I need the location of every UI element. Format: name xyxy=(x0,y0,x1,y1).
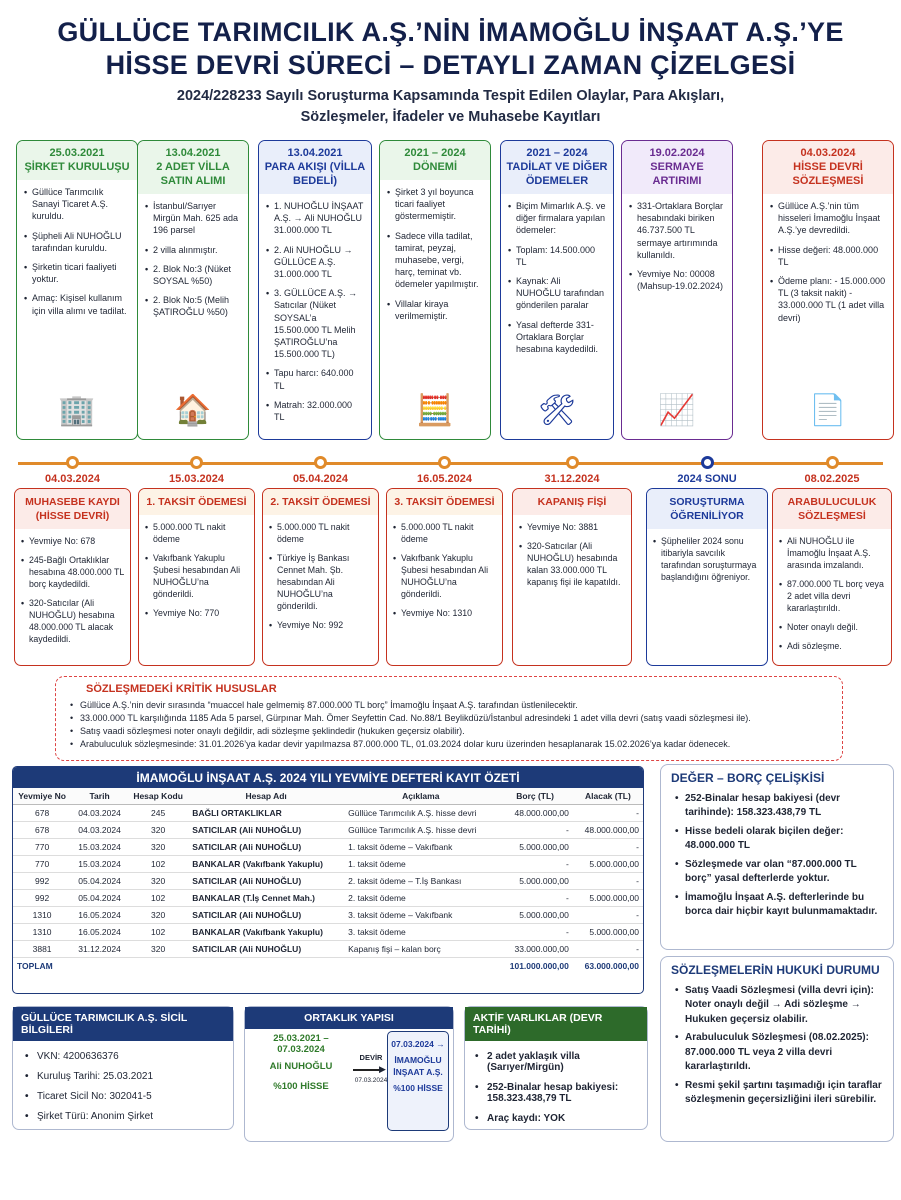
event-item: • Yasal defterde 331-Ortaklara Borçlar hesabına kaydedildi. xyxy=(508,319,606,356)
table-row xyxy=(13,907,643,924)
top-event-header xyxy=(259,141,371,194)
legal-status-item: • Arabuluculuk Sözleşmesi (08.02.2025): 87.000.000 TL veya 2 villa devri kararlaştırıldı. xyxy=(675,1031,883,1075)
event-date: 2021 – 2024 xyxy=(526,147,588,159)
event-item: • Adi sözleşme. xyxy=(779,640,885,652)
ledger-total-credit: 63.000.000,00 xyxy=(584,961,639,971)
registry-value: 25.03.2021 xyxy=(102,1071,154,1082)
top-event-header xyxy=(380,141,490,180)
timeline-date: 05.04.2024 xyxy=(292,473,349,485)
top-event-panel xyxy=(621,140,733,440)
event-item: • 87.000.000 TL borç veya 2 adet villa devri kararlaştırıldı. xyxy=(779,578,885,614)
event-date: 2021 – 2024 xyxy=(404,147,466,159)
ledger-cell: 678 xyxy=(13,822,71,839)
ledger-cell: 320 xyxy=(128,839,188,856)
bottom-event-panel xyxy=(14,488,131,666)
ledger-cell: 320 xyxy=(128,907,188,924)
ledger-cell: - xyxy=(573,873,643,890)
ledger-table xyxy=(13,788,643,974)
ledger-cell: 04.03.2024 xyxy=(71,805,128,822)
ledger-cell: SATICILAR (Ali NUHOĞLU) xyxy=(188,839,344,856)
ledger-header-cell: Hesap Adı xyxy=(188,788,344,805)
partnership-title: ORTAKLIK YAPISI xyxy=(245,1007,453,1029)
timeline-date: 04.03.2024 xyxy=(44,473,101,485)
registry-key: Ticaret Sicil No: xyxy=(37,1091,107,1102)
ledger-cell: - xyxy=(573,839,643,856)
assets-panel xyxy=(464,1006,648,1130)
house-icon: 🏠 xyxy=(174,393,212,427)
event-date: 13.04.2021 xyxy=(287,147,343,159)
ledger-cell: 04.03.2024 xyxy=(71,822,128,839)
table-row xyxy=(13,805,643,822)
event-item: • Yevmiye No: 3881 xyxy=(519,521,625,533)
ledger-cell: 1. taksit ödeme – Vakıfbank xyxy=(344,839,497,856)
event-date: 19.02.2024 xyxy=(649,147,705,159)
event-item: • 2. Ali NUHOĞLU → GÜLLÜCE A.Ş. 31.000.000 TL xyxy=(266,244,364,281)
registry-key: Şirket Türü: xyxy=(37,1111,89,1122)
critical-point: • 33.000.000 TL karşılığında 1185 Ada 5 parsel, Gürpınar Mah. Ömer Seyfettin Cad. No.88/1 Beylikdüzü/İstanbul adresindeki 1 adet villa devri (satış vaadi sözleşmesi ile). xyxy=(70,712,828,725)
ledger-cell: 320 xyxy=(128,873,188,890)
event-item: • Biçim Mimarlık A.Ş. ve diğer firmalara yapılan ödemeler: xyxy=(508,200,606,237)
ledger-table-panel xyxy=(12,766,644,994)
bottom-event-panel xyxy=(772,488,892,666)
partner-left-name: Ali NUHOĞLU xyxy=(269,1061,333,1072)
ledger-cell: 770 xyxy=(13,856,71,873)
timeline-dot xyxy=(314,456,327,469)
ledger-cell: 5.000.000,00 xyxy=(573,924,643,941)
bottom-event-panel xyxy=(138,488,255,666)
registry-value: 4200636376 xyxy=(63,1051,119,1062)
ledger-cell: BANKALAR (Vakıfbank Yakuplu) xyxy=(188,856,344,873)
event-item: • 2. Blok No:3 (Nüket SOYSAL %50) xyxy=(145,263,241,287)
event-item: • 2 villa alınmıştır. xyxy=(145,244,241,256)
ledger-cell: 992 xyxy=(13,890,71,907)
ledger-cell: BAĞLI ORTAKLIKLAR xyxy=(188,805,344,822)
timeline-dot xyxy=(826,456,839,469)
top-event-panel xyxy=(137,140,249,440)
value-debt-item: • İmamoğlu İnşaat A.Ş. defterlerinde bu borca dair hiçbir kayıt bulunmamaktadır. xyxy=(675,891,883,920)
timeline-date: 15.03.2024 xyxy=(168,473,225,485)
registry-item xyxy=(25,1091,223,1102)
ledger-header-cell: Borç (TL) xyxy=(497,788,572,805)
event-item: • 5.000.000 TL nakit ödeme xyxy=(269,521,372,545)
top-event-header xyxy=(622,141,732,194)
table-row xyxy=(13,822,643,839)
ledger-cell: 320 xyxy=(128,822,188,839)
timeline-dot xyxy=(566,456,579,469)
timeline-date: 2024 SONU xyxy=(677,473,737,485)
ledger-cell: 102 xyxy=(128,924,188,941)
ledger-cell: 31.12.2024 xyxy=(71,941,128,958)
bottom-event-panel xyxy=(512,488,632,666)
building-icon: 🏢 xyxy=(58,393,96,427)
ledger-header-cell: Açıklama xyxy=(344,788,497,805)
asset-item: • 2 adet yaklaşık villa (Sarıyer/Mirgün) xyxy=(475,1051,639,1073)
ledger-header-cell: Hesap Kodu xyxy=(128,788,188,805)
ledger-cell: 102 xyxy=(128,856,188,873)
table-row xyxy=(13,890,643,907)
value-debt-item: • 252-Binalar hesap bakiyesi (devr tarihinde): 158.323.438,79 TL xyxy=(675,792,883,821)
event-item: • 320-Satıcılar (Ali NUHOĞLU) hesabına 48.000.000 TL alacak kaydedildi. xyxy=(21,597,124,645)
ledger-cell: - xyxy=(573,941,643,958)
event-item: • Ödeme planı: - 15.000.000 TL (3 taksit nakit) - 33.000.000 TL (1 adet villa devri) xyxy=(770,275,886,324)
value-debt-title: DEĞER – BORÇ ÇELİŞKİSİ xyxy=(671,771,825,785)
registry-item xyxy=(25,1071,223,1082)
event-item: • Türkiye İş Bankası Cennet Mah. Şb. hesabından Ali NUHOĞLU’na gönderildi. xyxy=(269,552,372,612)
ledger-cell: 5.000.000,00 xyxy=(497,839,572,856)
ledger-cell: - xyxy=(497,856,572,873)
top-event-header xyxy=(138,141,248,194)
event-title: HİSSE DEVRİ SÖZLEŞMESİ xyxy=(792,161,864,187)
transfer-date: 07.03.2024 xyxy=(354,1077,388,1084)
ledger-cell: 320 xyxy=(128,941,188,958)
page-subtitle-line2: Sözleşmeler, İfadeler ve Muhasebe Kayıtları xyxy=(300,109,601,125)
bottom-event-title: 1. TAKSİT ÖDEMESİ xyxy=(139,489,254,515)
ledger-cell: 102 xyxy=(128,890,188,907)
event-item: • 5.000.000 TL nakit ödeme xyxy=(393,521,496,545)
event-item: • Noter onaylı değil. xyxy=(779,621,885,633)
event-item: • Vakıfbank Yakuplu Şubesi hesabından Ali NUHOĞLU’na gönderildi. xyxy=(145,552,248,600)
ledger-cell: 16.05.2024 xyxy=(71,907,128,924)
top-event-header xyxy=(17,141,137,180)
ledger-cell: Güllüce Tarımcılık A.Ş. hisse devri xyxy=(344,805,497,822)
ledger-cell: SATICILAR (Ali NUHOĞLU) xyxy=(188,873,344,890)
ledger-cell: SATICILAR (Ali NUHOĞLU) xyxy=(188,822,344,839)
ledger-cell: 992 xyxy=(13,873,71,890)
ledger-cell: - xyxy=(573,907,643,924)
critical-point: • Arabuluculuk sözleşmesinde: 31.01.2026’ya kadar devir yapılmazsa 87.000.000 TL, 01.03.2024 dolar kuru üzerinden hesaplanarak 15.02.2026’ya kadar ödenecek. xyxy=(70,738,828,751)
table-row xyxy=(13,924,643,941)
asset-item: • Araç kaydı: YOK xyxy=(475,1113,639,1124)
event-item: • Şüpheliler 2024 sonu itibariyla savcılık tarafından soruşturmaya başlandığını öğreniyor. xyxy=(653,535,761,583)
top-event-panel xyxy=(762,140,894,440)
ledger-cell: BANKALAR (T.İş Cennet Mah.) xyxy=(188,890,344,907)
top-event-header xyxy=(501,141,613,194)
timeline-dot xyxy=(66,456,79,469)
event-item: • Amaç: Kişisel kullanım için villa alımı ve tadilat. xyxy=(24,292,130,316)
ledger-cell: 3881 xyxy=(13,941,71,958)
calculator-icon: 🧮 xyxy=(416,393,454,427)
event-item: • Yevmiye No: 1310 xyxy=(393,607,496,619)
top-event-header xyxy=(763,141,893,194)
bottom-event-panel xyxy=(386,488,503,666)
bottom-event-title: 3. TAKSİT ÖDEMESİ xyxy=(387,489,502,515)
ledger-cell: Kapanış fişi – kalan borç xyxy=(344,941,497,958)
ledger-cell: 5.000.000,00 xyxy=(573,890,643,907)
event-item: • 5.000.000 TL nakit ödeme xyxy=(145,521,248,545)
event-item: • Güllüce Tarımcılık Sanayi Ticaret A.Ş. kuruldu. xyxy=(24,186,130,223)
event-title: TADİLAT VE DİĞER ÖDEMELER xyxy=(506,161,608,187)
ledger-cell: 15.03.2024 xyxy=(71,839,128,856)
ledger-cell: 33.000.000,00 xyxy=(497,941,572,958)
event-title: 2 ADET VİLLA SATIN ALIMI xyxy=(156,161,230,187)
bottom-event-title: MUHASEBE KAYDI (HİSSE DEVRİ) xyxy=(15,489,130,529)
critical-point: • Satış vaadi sözleşmesi noter onaylı değildir, adi sözleşme şeklindedir (hukuken geçersiz olabilir). xyxy=(70,725,828,738)
value-debt-panel xyxy=(660,764,894,950)
ledger-cell: 5.000.000,00 xyxy=(497,873,572,890)
critical-points-title: SÖZLEŞMEDEKİ KRİTİK HUSUSLAR xyxy=(86,683,277,695)
event-item: • Yevmiye No: 678 xyxy=(21,535,124,547)
event-date: 13.04.2021 xyxy=(165,147,221,159)
ledger-total-row xyxy=(13,958,643,975)
ledger-cell: 15.03.2024 xyxy=(71,856,128,873)
event-item: • Yevmiye No: 992 xyxy=(269,619,372,631)
table-row xyxy=(13,873,643,890)
ledger-cell: 2. taksit ödeme – T.İş Bankası xyxy=(344,873,497,890)
timeline-dot xyxy=(190,456,203,469)
registry-value: Anonim Şirket xyxy=(90,1111,153,1122)
bottom-event-title: KAPANIŞ FİŞİ xyxy=(513,489,631,515)
event-item: • Güllüce A.Ş.’nin tüm hisseleri İmamoğlu İnşaat A.Ş.’ye devredildi. xyxy=(770,200,886,237)
legal-status-title: SÖZLEŞMELERİN HUKUKİ DURUMU xyxy=(671,963,880,977)
ledger-header-cell: Alacak (TL) xyxy=(573,788,643,805)
timeline-dot xyxy=(701,456,714,469)
page-title-line1: GÜLLÜCE TARIMCILIK A.Ş.’NİN İMAMOĞLU İNŞAAT A.Ş.’YE xyxy=(57,17,844,47)
event-item: • Tapu harcı: 640.000 TL xyxy=(266,367,364,391)
event-item: • 331-Ortaklara Borçlar hesabındaki biriken 46.737.500 TL sermaye artırımında kullanıldı. xyxy=(629,200,725,261)
timeline-date: 16.05.2024 xyxy=(416,473,473,485)
event-item: • Villalar kiraya verilmemiştir. xyxy=(387,298,483,322)
page-title-line2: HİSSE DEVRİ SÜRECİ – DETAYLI ZAMAN ÇİZELGESİ xyxy=(105,50,796,80)
document-icon: 📄 xyxy=(809,393,847,427)
partner-right-share: %100 HİSSE xyxy=(393,1083,443,1093)
assets-title: AKTİF VARLIKLAR (DEVR TARİHİ) xyxy=(465,1007,647,1041)
ledger-title: İMAMOĞLU İNŞAAT A.Ş. 2024 YILI YEVMİYE DEFTERİ KAYIT ÖZETİ xyxy=(13,767,643,788)
value-debt-item: • Sözleşmede var olan “87.000.000 TL borç” yasal defterlerde yoktur. xyxy=(675,858,883,887)
event-title: DÖNEMİ xyxy=(413,161,457,173)
timeline-date: 08.02.2025 xyxy=(804,473,860,485)
event-title: SERMAYE ARTIRIMI xyxy=(650,161,704,187)
tools-icon: 🛠 xyxy=(537,393,577,427)
timeline-date: 31.12.2024 xyxy=(544,473,600,485)
ledger-cell: Güllüce Tarımcılık A.Ş. hisse devri xyxy=(344,822,497,839)
critical-point: • Güllüce A.Ş.’nin devir sırasında “muaccel hale gelmemiş 87.000.000 TL borç” İmamoğlu İnşaat A.Ş. tarafından üstlenilecektir. xyxy=(70,699,828,712)
ledger-cell: 05.04.2024 xyxy=(71,890,128,907)
event-item: • Şirket 3 yıl boyunca ticari faaliyet göstermemiştir. xyxy=(387,186,483,223)
top-event-panel xyxy=(258,140,372,440)
asset-item: • 252-Binalar hesap bakiyesi: 158.323.438,79 TL xyxy=(475,1082,639,1104)
table-row xyxy=(13,839,643,856)
table-row xyxy=(13,856,643,873)
ledger-cell: 16.05.2024 xyxy=(71,924,128,941)
event-item: • Kaynak: Ali NUHOĞLU tarafından gönderilen paralar xyxy=(508,275,606,312)
registry-key: Kuruluş Tarihi: xyxy=(37,1071,101,1082)
top-event-panel xyxy=(16,140,138,440)
chart-icon: 📈 xyxy=(658,393,696,427)
ledger-cell: SATICILAR (Ali NUHOĞLU) xyxy=(188,907,344,924)
legal-status-panel xyxy=(660,956,894,1142)
event-item: • Toplam: 14.500.000 TL xyxy=(508,244,606,268)
ledger-cell: 770 xyxy=(13,839,71,856)
ledger-cell: 245 xyxy=(128,805,188,822)
event-item: • Sadece villa tadilat, tamirat, peyzaj, muhasebe, vergi, harç, teminat vb. ödemeler yapılmıştır. xyxy=(387,230,483,291)
ledger-cell: 05.04.2024 xyxy=(71,873,128,890)
ledger-cell: - xyxy=(497,890,572,907)
event-item: • Ali NUHOĞLU ile İmamoğlu İnşaat A.Ş. arasında imzalandı. xyxy=(779,535,885,571)
ledger-cell: - xyxy=(497,822,572,839)
event-item: • Şüpheli Ali NUHOĞLU tarafından kuruldu. xyxy=(24,230,130,254)
ledger-cell: - xyxy=(497,924,572,941)
legal-status-item: • Satış Vaadi Sözleşmesi (villa devri için): Noter onaylı değil → Adi sözleşme → Hukuken geçersiz olabilir. xyxy=(675,984,883,1028)
ledger-cell: 1310 xyxy=(13,924,71,941)
partnership-panel: ORTAKLIK YAPISI 25.03.2021 – 07.03.2024 Ali NUHOĞLU %100 HİSSE DEVİR ▶ 07.03.2024 07.03.2024 → İMAMOĞLU İNŞAAT A.Ş. %100 HİSSE xyxy=(244,1006,454,1142)
partner-right-name: İMAMOĞLU İNŞAAT A.Ş. xyxy=(393,1055,443,1077)
event-item: • 320-Satıcılar (Ali NUHOĞLU) hesabında kalan 33.000.000 TL kapanış fişi ile kapatıldı. xyxy=(519,540,625,588)
registry-value: 302041-5 xyxy=(109,1091,152,1102)
event-title: ŞİRKET KURULUŞU xyxy=(24,161,130,173)
event-item: • Şirketin ticari faaliyeti yoktur. xyxy=(24,261,130,285)
table-row xyxy=(13,941,643,958)
event-item: • Yevmiye No: 770 xyxy=(145,607,248,619)
timeline-dot xyxy=(438,456,451,469)
bottom-event-title: 2. TAKSİT ÖDEMESİ xyxy=(263,489,378,515)
partner-right-date: 07.03.2024 → xyxy=(391,1039,445,1049)
ledger-header-cell: Yevmiye No xyxy=(13,788,71,805)
transfer-label: DEVİR xyxy=(359,1053,383,1062)
partner-left-share: %100 HİSSE xyxy=(273,1081,329,1092)
ledger-total-debit: 101.000.000,00 xyxy=(509,961,569,971)
event-item: • İstanbul/Sarıyer Mirgün Mah. 625 ada 196 parsel xyxy=(145,200,241,237)
ledger-cell: 48.000.000,00 xyxy=(573,822,643,839)
ledger-cell: 2. taksit ödeme xyxy=(344,890,497,907)
ledger-total-label: TOPLAM xyxy=(17,961,53,971)
bottom-event-panel xyxy=(262,488,379,666)
event-item: • Matrah: 32.000.000 TL xyxy=(266,399,364,423)
page-header xyxy=(0,0,901,128)
ledger-cell: 48.000.000,00 xyxy=(497,805,572,822)
ledger-cell: - xyxy=(573,805,643,822)
registry-item xyxy=(25,1111,223,1122)
event-title: PARA AKIŞI (VİLLA BEDELİ) xyxy=(264,161,366,187)
registry-item xyxy=(25,1051,223,1062)
registry-panel xyxy=(12,1006,234,1130)
page-subtitle-line1: 2024/228233 Sayılı Soruşturma Kapsamında Tespit Edilen Olaylar, Para Akışları, xyxy=(176,88,725,104)
ledger-cell: 5.000.000,00 xyxy=(573,856,643,873)
bottom-event-title: ARABULUCULUK SÖZLEŞMESİ xyxy=(773,489,891,529)
ledger-header-cell: Tarih xyxy=(71,788,128,805)
ledger-cell: 1310 xyxy=(13,907,71,924)
event-item: • Vakıfbank Yakuplu Şubesi hesabından Ali NUHOĞLU’na gönderildi. xyxy=(393,552,496,600)
bottom-event-title: SORUŞTURMA ÖĞRENİLİYOR xyxy=(647,489,767,529)
bottom-event-panel xyxy=(646,488,768,666)
registry-title: GÜLLÜCE TARIMCILIK A.Ş. SİCİL BİLGİLERİ xyxy=(13,1007,233,1041)
event-date: 25.03.2021 xyxy=(49,147,105,159)
top-event-panel xyxy=(500,140,614,440)
ledger-cell: 3. taksit ödeme – Vakıfbank xyxy=(344,907,497,924)
value-debt-item: • Hisse bedeli olarak biçilen değer: 48.000.000 TL xyxy=(675,825,883,854)
registry-key: VKN: xyxy=(37,1051,61,1062)
event-date: 04.03.2024 xyxy=(800,147,856,159)
ledger-cell: SATICILAR (Ali NUHOĞLU) xyxy=(188,941,344,958)
partner-right-box xyxy=(387,1031,449,1131)
event-item: • 245-Bağlı Ortaklıklar hesabına 48.000.000 TL borç kaydedildi. xyxy=(21,554,124,590)
ledger-cell: 3. taksit ödeme xyxy=(344,924,497,941)
top-event-panel xyxy=(379,140,491,440)
event-item: • Yevmiye No: 00008 (Mahsup-19.02.2024) xyxy=(629,268,725,292)
event-item: • 3. GÜLLÜCE A.Ş. → Satıcılar (Nüket SOYSAL’a 15.500.000 TL Melih ŞATIROĞLU’na 15.500.000 TL) xyxy=(266,287,364,360)
legal-status-item: • Resmi şekil şartını taşımadığı için taraflar sözleşmenin geçersizliğini ileri sürebilir. xyxy=(675,1079,883,1108)
event-item: • 1. NUHOĞLU İNŞAAT A.Ş. → Ali NUHOĞLU 31.000.000 TL xyxy=(266,200,364,237)
partner-left-date: 25.03.2021 – 07.03.2024 xyxy=(273,1033,329,1055)
ledger-cell: 1. taksit ödeme xyxy=(344,856,497,873)
event-item: • Hisse değeri: 48.000.000 TL xyxy=(770,244,886,268)
event-item: • 2. Blok No:5 (Melih ŞATIROĞLU %50) xyxy=(145,294,241,318)
ledger-cell: 5.000.000,00 xyxy=(497,907,572,924)
critical-points-box xyxy=(55,676,843,761)
ledger-cell: BANKALAR (Vakıfbank Yakuplu) xyxy=(188,924,344,941)
ledger-cell: 678 xyxy=(13,805,71,822)
